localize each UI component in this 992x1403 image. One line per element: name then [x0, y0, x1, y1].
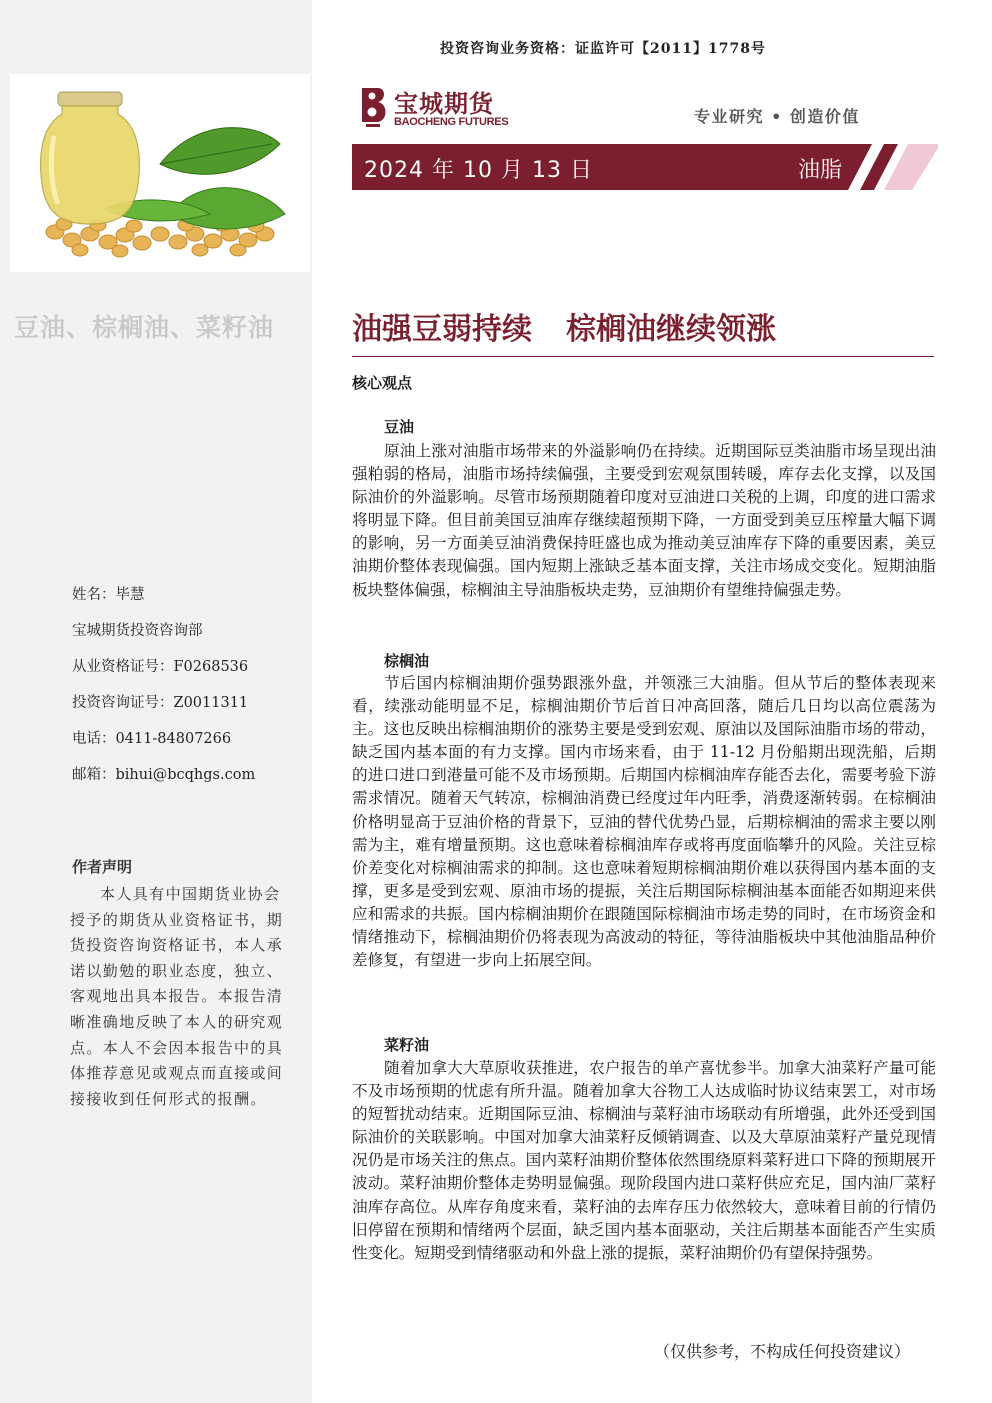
logo-english-name: BAOCHENG FUTURES — [394, 116, 509, 128]
author-phone: 电话：0411-84807266 — [72, 731, 232, 747]
report-date: 2024 年 10 月 13 日 — [364, 158, 593, 183]
palm-oil-heading: 棕榈油 — [384, 652, 430, 670]
report-category: 油脂 — [798, 158, 843, 183]
soybean-oil-heading: 豆油 — [384, 418, 415, 436]
license-text: 投资咨询业务资格：证监许可【2011】1778号 — [440, 41, 766, 57]
tagline: 专业研究 • 创造价值 — [694, 107, 860, 126]
title-divider — [352, 356, 934, 357]
rapeseed-oil-heading: 菜籽油 — [384, 1036, 430, 1054]
soybean-oil-paragraph: 原油上涨对油脂市场带来的外溢影响仍在持续。近期国际豆类油脂市场呈现出油强粕弱的格局，油脂市场持续偏强，主要受到宏观氛围转暖，库存去化支撑，以及国际油价的外溢影响。尽管市场预期随着印度对豆油进口关税的上调，印度的进口需求将明显下降。但目前美国豆油库存继续超预期下降，一方面受到美豆压榨量大幅下调的影响，另一方面美豆油消费保持旺盛也成为推动美豆油库存下降的重要因素，美豆油期价整体表现偏强。国内短期上涨缺乏基本面支撑，关注市场成交变化。短期油脂板块整体偏强，棕榈油主导油脂板块走势，豆油期价有望维持偏强走势。 — [352, 442, 936, 599]
palm-oil-paragraph: 节后国内棕榈油期价强势跟涨外盘，并领涨三大油脂。但从节后的整体表现来看，续涨动能明显不足，棕榈油期价节后首日冲高回落，随后几日均以高位震荡为主。这也反映出棕榈油期价的涨势主要是受到宏观、原油以及国际油脂市场的带动，缺乏国内基本面的有力支撑。国内市场来看，由于 11-12 月份船期出现洗船，后期的进口进口到港量可能不及市场预期。后期国内棕榈油库存能否去化，需要考验下游需求情况。随着天气转凉，棕榈油消费已经度过年内旺季，消费逐渐转弱。在棕榈油价格明显高于豆油价格的背景下，豆油的替代优势凸显，后期棕榈油的需求主要以刚需为主，难有增量预期。这也意味着棕榈油库存或将再度面临攀升的风险。关注豆棕价差变化对棕榈油需求的抑制。这也意味着短期棕榈油期价难以获得国内基本面的支撑，更多是受到宏观、原油市场的提振，关注后期国际棕榈油基本面能否如期迎来供应和需求的共振。国内棕榈油期价在跟随国际棕榈油市场走势的同时，在市场资金和情绪推动下，棕榈油期价仍将表现为高波动的特征，等待油脂板块中其他油脂品种价差修复，有望进一步向上拓展空间。 — [352, 674, 936, 970]
product-list: 豆油、棕榈油、菜籽油 — [14, 313, 275, 342]
author-info — [72, 586, 255, 802]
statement-title: 作者声明 — [72, 858, 133, 876]
core-views-heading: 核心观点 — [352, 374, 413, 392]
author-department: 宝城期货投资咨询部 — [72, 623, 203, 639]
logo-chinese-name: 宝城期货 — [394, 90, 494, 118]
author-consult-cert: 投资咨询证号：Z0011311 — [72, 695, 249, 711]
oil-jar-illustration — [10, 74, 310, 272]
date-band — [352, 144, 938, 190]
company-logo-mark — [356, 84, 390, 130]
report-title-part2: 棕榈油继续领涨 — [566, 312, 776, 347]
disclaimer: （仅供参考，不构成任何投资建议） — [654, 1342, 911, 1361]
report-title-part1: 油强豆弱持续 — [352, 312, 532, 347]
soybean-oil-photo — [10, 74, 310, 272]
rapeseed-oil-paragraph: 随着加拿大大草原收获推进，农户报告的单产喜忧参半。加拿大油菜籽产量可能不及市场预期的忧虑有所升温。随着加拿大谷物工人达成临时协议结束罢工，对市场的短暂扰动结束。近期国际豆油、棕榈油与菜籽油市场联动有所增强，此外还受到国际油价的关联影响。中国对加拿大油菜籽反倾销调查、以及大草原油菜籽产量兑现情况仍是市场关注的焦点。国内菜籽油期价整体依然围绕原料菜籽进口下降的预期展开波动。菜籽油期价整体走势明显偏强。现阶段国内进口菜籽供应充足，国内油厂菜籽油库存高位。从库存角度来看，菜籽油的去库存压力依然较大，意味着目前的行情仍旧停留在预期和情绪两个层面，缺乏国内基本面驱动，关注后期基本面能否产生实质性变化。短期受到情绪驱动和外盘上涨的提振，菜籽油期价仍有望保持强势。 — [352, 1059, 936, 1262]
statement-body: 本人具有中国期货业协会授予的期货从业资格证书，期货投资咨询资格证书，本人承诺以勤勉的职业态度，独立、客观地出具本报告。本报告清晰准确地反映了本人的研究观点。本人不会因本报告中的具体推荐意见或观点而直接或间接接收到任何形式的报酬。 — [70, 885, 284, 1108]
author-email[interactable]: 邮箱：bihui@bcqhgs.com — [72, 767, 256, 783]
company-logo — [356, 84, 526, 132]
author-name: 姓名：毕慧 — [72, 587, 145, 603]
sidebar — [0, 0, 312, 1403]
author-qualification: 从业资格证号：F0268536 — [72, 659, 249, 675]
report-title — [352, 304, 776, 348]
